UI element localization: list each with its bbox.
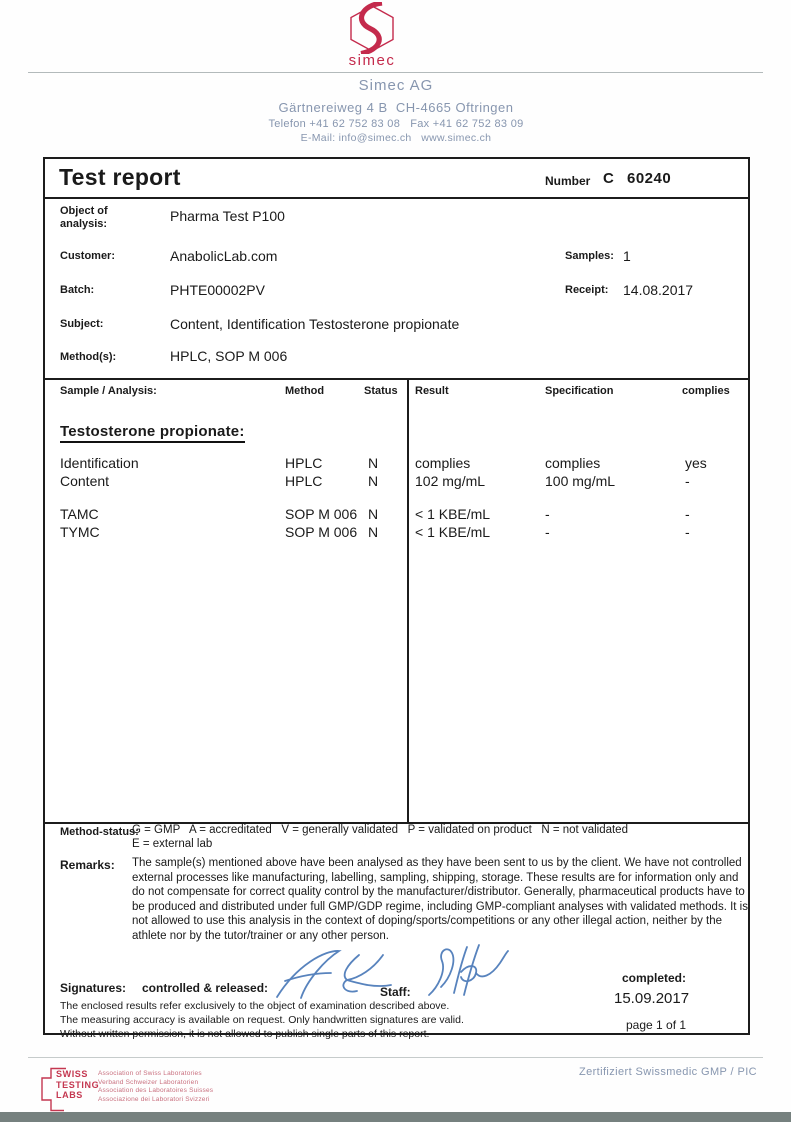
row-analysis: Identification [60, 455, 139, 471]
company-address-block [146, 77, 646, 144]
receipt-label: Receipt: [565, 284, 609, 296]
row-method: HPLC [285, 473, 323, 489]
analyte-section-title: Testosterone propionate: [60, 423, 245, 443]
number-series: C [603, 170, 614, 187]
controlled-released-label: controlled & released: [142, 981, 269, 995]
report-frame [43, 157, 750, 1040]
labs-line: LABS [56, 1090, 83, 1100]
scan-edge-bar [0, 1112, 791, 1122]
row-specification: - [545, 524, 550, 540]
completed-date: 15.09.2017 [614, 990, 690, 1007]
result-column-divider [407, 380, 409, 822]
row-complies: - [685, 473, 690, 489]
col-header-complies: complies [682, 385, 730, 397]
customer-value: AnabolicLab.com [170, 248, 278, 264]
object-label: Object of analysis: [60, 205, 108, 230]
association-names [98, 1070, 213, 1104]
row-specification: - [545, 506, 550, 522]
row-complies: - [685, 524, 690, 540]
staff-label: Staff: [380, 985, 411, 999]
swiss-testing-labs-logo [56, 1069, 99, 1101]
fine-print-line: The enclosed results refer exclusively to the object of examination described above. [60, 1000, 450, 1012]
row-result: 102 mg/mL [415, 473, 486, 489]
method-status-legend-1: G = GMP A = accreditated V = generally validated P = validated on product N = not validated [132, 824, 628, 836]
remarks-label: Remarks: [60, 858, 115, 872]
receipt-value: 14.08.2017 [623, 282, 694, 298]
page-indicator: page 1 of 1 [626, 1018, 687, 1032]
method-status-label: Method-status: [60, 826, 139, 838]
col-header-result: Result [415, 385, 449, 397]
samples-label: Samples: [565, 250, 614, 262]
fine-print-line: Without written permission, it is not allowed to publish single parts of this report. [60, 1028, 430, 1040]
row-status: N [368, 524, 379, 540]
labs-line: SWISS [56, 1069, 89, 1079]
association-line: Association des Laboratoires Suisses [98, 1087, 214, 1095]
col-header-specification: Specification [545, 385, 614, 397]
row-method: SOP M 006 [285, 524, 358, 540]
col-header-status: Status [364, 385, 398, 397]
certification-note: Zertifiziert Swissmedic GMP / PIC [578, 1066, 757, 1078]
row-analysis: TYMC [60, 524, 100, 540]
row-result: < 1 KBE/mL [415, 524, 491, 540]
methods-label: Method(s): [60, 351, 117, 363]
report-title: Test report [59, 164, 181, 190]
association-line: Associazione dei Laboratori Svizzeri [98, 1095, 210, 1103]
association-line: Association of Swiss Laboratories [98, 1070, 202, 1077]
table-top-divider [45, 378, 748, 380]
row-status: N [368, 506, 379, 522]
col-header-sample: Sample / Analysis: [60, 385, 157, 397]
simec-hexagon-logo-icon [342, 2, 402, 54]
row-status: N [368, 473, 379, 489]
batch-label: Batch: [60, 284, 95, 296]
labs-line: TESTING [56, 1079, 100, 1090]
number-value: 60240 [627, 170, 672, 187]
samples-value: 1 [623, 248, 631, 264]
title-divider [45, 197, 748, 199]
row-method: SOP M 006 [285, 506, 358, 522]
row-complies: - [685, 506, 690, 522]
batch-value: PHTE00002PV [170, 282, 265, 298]
fine-print-line: The measuring accuracy is available on request. Only handwritten signatures are valid. [60, 1014, 464, 1026]
customer-label: Customer: [60, 250, 116, 262]
row-complies: yes [685, 455, 707, 471]
company-phone-fax: Telefon +41 62 752 83 08 Fax +41 62 752 83 09 [268, 118, 524, 130]
footer-divider [28, 1057, 763, 1058]
company-email-web: E-Mail: info@simec.ch www.simec.ch [300, 132, 492, 144]
subject-label: Subject: [60, 318, 104, 330]
completed-label: completed: [622, 971, 687, 985]
row-result: < 1 KBE/mL [415, 506, 491, 522]
company-street: Gärtnereiweg 4 B CH-4665 Oftringen [278, 100, 514, 115]
subject-value: Content, Identification Testosterone propionate [170, 316, 460, 332]
header-divider [28, 72, 763, 73]
method-status-legend-2: E = external lab [132, 838, 213, 850]
row-specification: complies [545, 455, 601, 471]
row-result: complies [415, 455, 471, 471]
row-analysis: Content [60, 473, 110, 489]
staff-signature [421, 941, 533, 1001]
methods-value: HPLC, SOP M 006 [170, 348, 288, 364]
company-name: Simec AG [358, 77, 434, 94]
row-status: N [368, 455, 379, 471]
col-header-method: Method [285, 385, 325, 397]
number-label: Number [545, 174, 591, 188]
row-method: HPLC [285, 455, 323, 471]
row-specification: 100 mg/mL [545, 473, 616, 489]
object-value: Pharma Test P100 [170, 208, 285, 224]
row-analysis: TAMC [60, 506, 99, 522]
signatures-label: Signatures: [60, 981, 127, 995]
remarks-text: The sample(s) mentioned above have been analysed as they have been sent to us by the client. We have not controlled external processes like manufacturing, labelling, sampling, shipping, storage. These results are for information only and do not compensate for correct quality control by the manufacturer/distributor. Generally, pharmaceutical products have to be produced and distributed under full GMP/GDP regime, including GMP-compliant analyses with validated methods. It is not allowed to use this analysis in the context of doping/sports/competitions or any other illegal action, neither by the athlete nor by the tutor/trainer or any other person. [132, 857, 748, 942]
simec-wordmark: simec [348, 52, 396, 69]
association-line: Verband Schweizer Laboratorien [98, 1078, 199, 1086]
